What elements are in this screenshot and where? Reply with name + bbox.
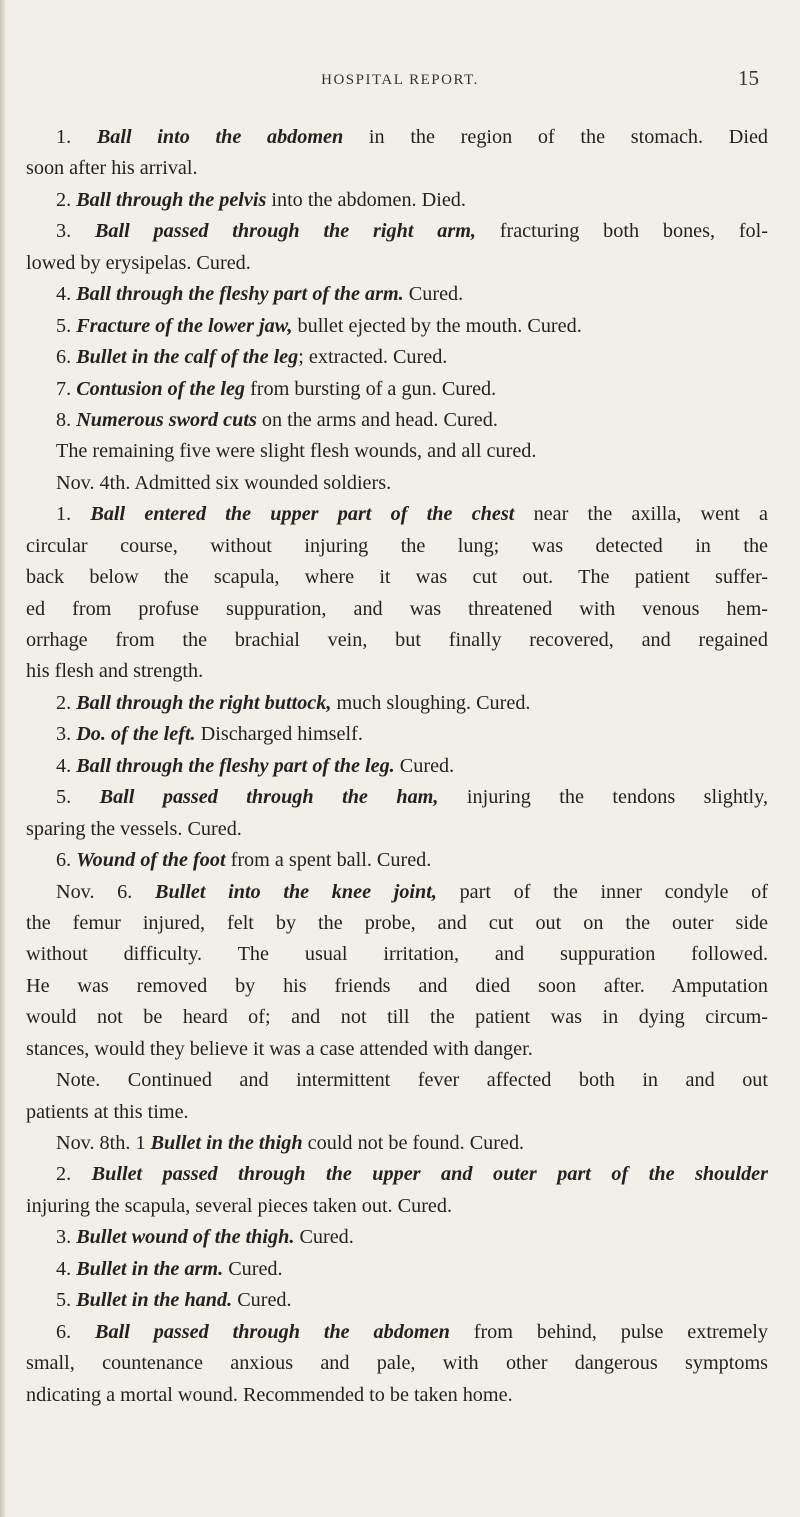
text-line xyxy=(26,1285,768,1316)
text-run: 4. xyxy=(56,1257,77,1280)
text-run: much sloughing. Cured. xyxy=(331,691,531,714)
text-run: ndicating a mortal wound. Recommended to be taken home. xyxy=(26,1383,513,1406)
text-line xyxy=(26,153,768,184)
case-heading: Bullet in the arm. xyxy=(76,1257,224,1280)
case-heading: Ball passed through the ham, xyxy=(99,786,439,809)
text-run: without difficulty. The usual irritation, and suppuration followed. xyxy=(26,943,768,966)
case-heading: Ball through the fleshy part of the leg. xyxy=(76,754,395,777)
text-line xyxy=(26,279,768,310)
text-run: Cured. xyxy=(294,1226,354,1249)
text-line xyxy=(26,782,768,813)
text-run: Nov. 8th. 1 xyxy=(56,1132,151,1154)
text-run: from bursting of a gun. Cured. xyxy=(245,377,497,400)
text-line xyxy=(26,1222,768,1253)
case-heading: Ball into the abdomen xyxy=(96,126,344,148)
text-run: 3. xyxy=(56,723,77,746)
text-run: 2. xyxy=(56,1163,92,1186)
text-line xyxy=(26,814,768,845)
text-run: circular course, without injuring the lung; was detected in the xyxy=(26,534,768,557)
case-heading: Bullet wound of the thigh. xyxy=(76,1226,295,1249)
text-run: near the axilla, went a xyxy=(514,503,768,526)
text-run: Discharged himself. xyxy=(195,723,363,746)
text-line xyxy=(26,436,768,467)
text-line xyxy=(26,1034,768,1065)
text-run: Cured. xyxy=(223,1257,283,1280)
text-run: 1. xyxy=(56,503,91,526)
text-run: injuring the tendons slightly, xyxy=(438,786,768,809)
case-heading: Wound of the foot xyxy=(76,849,226,872)
text-line xyxy=(26,374,768,405)
case-heading: Ball through the right buttock, xyxy=(76,691,332,714)
text-run: could not be found. Cured. xyxy=(302,1132,525,1154)
text-line xyxy=(26,1128,768,1159)
text-line xyxy=(26,185,768,216)
text-run: ed from profuse suppuration, and was threatened with venous hem- xyxy=(26,597,768,620)
page-edge-shadow xyxy=(0,0,6,1517)
text-line xyxy=(26,1002,768,1033)
text-line xyxy=(26,216,768,247)
text-run: fracturing both bones, fol- xyxy=(475,220,768,243)
case-heading: Bullet into the knee joint, xyxy=(154,880,437,903)
text-run: orrhage from the brachial vein, but finally recovered, and regained xyxy=(26,629,768,651)
text-run: Nov. 4th. Admitted six wounded soldiers. xyxy=(56,471,392,494)
text-line xyxy=(26,845,768,876)
text-line xyxy=(26,908,768,939)
text-run: Note. Continued and intermittent fever affected both in and out xyxy=(56,1069,768,1092)
text-run: 4. xyxy=(56,754,77,777)
text-line xyxy=(26,1348,768,1379)
text-run: Cured. xyxy=(403,283,464,306)
text-run: 1. xyxy=(56,126,97,148)
text-run: 6. xyxy=(56,849,77,872)
text-line xyxy=(26,656,768,687)
text-run: patients at this time. xyxy=(26,1100,189,1123)
report-body-text xyxy=(26,122,768,1411)
text-run: Cured. xyxy=(394,754,455,777)
text-run: 2. xyxy=(56,188,77,211)
text-line xyxy=(26,562,768,593)
text-line xyxy=(26,122,768,153)
text-run: small, countenance anxious and pale, with other dangerous symptoms xyxy=(26,1352,768,1375)
text-run: part of the inner condyle of xyxy=(436,880,768,903)
text-line xyxy=(26,1097,768,1128)
text-run: sparing the vessels. Cured. xyxy=(26,817,242,840)
text-run: bullet ejected by the mouth. Cured. xyxy=(292,314,582,337)
text-run: on the arms and head. Cured. xyxy=(256,408,498,431)
text-run: injuring the scapula, several pieces taken out. Cured. xyxy=(26,1194,453,1217)
text-run: 6. xyxy=(56,346,77,369)
text-run: 5. xyxy=(56,1289,77,1312)
text-run: 5. xyxy=(56,786,100,809)
text-line xyxy=(26,405,768,436)
text-line xyxy=(26,939,768,970)
text-line xyxy=(26,688,768,719)
text-line xyxy=(26,751,768,782)
case-heading: Ball passed through the abdomen xyxy=(95,1320,450,1343)
text-run: Nov. 6. xyxy=(56,880,155,903)
text-line xyxy=(26,531,768,562)
text-run: from a spent ball. Cured. xyxy=(225,849,432,872)
text-run: would not be heard of; and not till the patient was in dying circum- xyxy=(26,1006,768,1029)
text-line xyxy=(26,971,768,1002)
case-heading: Bullet in the calf of the leg xyxy=(76,346,299,369)
text-run: 3. xyxy=(56,1226,77,1249)
case-heading: Ball through the pelvis xyxy=(76,188,267,211)
text-line xyxy=(26,625,768,656)
text-line xyxy=(26,719,768,750)
running-head: HOSPITAL REPORT. xyxy=(321,72,479,88)
text-run: his flesh and strength. xyxy=(26,660,204,683)
text-run: in the region of the stomach. Died xyxy=(343,126,768,148)
text-run: 4. xyxy=(56,283,77,306)
text-run: into the abdomen. Died. xyxy=(266,188,466,211)
text-line xyxy=(26,311,768,342)
case-heading: Fracture of the lower jaw, xyxy=(76,314,293,337)
text-run: He was removed by his friends and died soon after. Amputation xyxy=(26,974,768,997)
text-run: The remaining five were slight flesh wounds, and all cured. xyxy=(56,440,537,463)
text-line xyxy=(26,1191,768,1222)
text-run: 5. xyxy=(56,314,77,337)
text-line xyxy=(26,499,768,530)
case-heading: Contusion of the leg xyxy=(76,377,246,400)
case-heading: Ball through the fleshy part of the arm. xyxy=(76,283,404,306)
case-heading: Ball entered the upper part of the chest xyxy=(90,503,515,526)
text-line xyxy=(26,248,768,279)
page-number: 15 xyxy=(738,66,759,90)
text-run: 2. xyxy=(56,691,77,714)
text-line xyxy=(26,1159,768,1190)
text-line xyxy=(26,1254,768,1285)
text-line xyxy=(26,877,768,908)
text-run: ; extracted. Cured. xyxy=(298,346,448,369)
case-heading: Do. of the left. xyxy=(76,723,196,746)
text-line xyxy=(26,1317,768,1348)
text-line xyxy=(26,468,768,499)
text-run: 7. xyxy=(56,377,77,400)
text-run: soon after his arrival. xyxy=(26,157,198,180)
text-line xyxy=(26,594,768,625)
case-heading: Bullet in the thigh xyxy=(150,1132,303,1154)
text-run: lowed by erysipelas. Cured. xyxy=(26,251,251,274)
case-heading: Numerous sword cuts xyxy=(76,408,257,431)
text-run: 3. xyxy=(56,220,95,243)
text-line xyxy=(26,1065,768,1096)
case-heading: Bullet passed through the upper and outer part of the shoulder xyxy=(91,1163,769,1186)
text-run: from behind, pulse extremely xyxy=(449,1320,768,1343)
case-heading: Bullet in the hand. xyxy=(76,1289,233,1312)
text-run: the femur injured, felt by the probe, and cut out on the outer side xyxy=(26,911,768,934)
text-run: 8. xyxy=(56,408,77,431)
text-run: back below the scapula, where it was cut out. The patient suffer- xyxy=(26,566,768,589)
text-run: Cured. xyxy=(232,1289,292,1312)
text-line xyxy=(26,1380,768,1411)
text-run: stances, would they believe it was a case attended with danger. xyxy=(26,1037,533,1060)
page-header xyxy=(0,66,800,96)
text-line xyxy=(26,342,768,373)
text-run: 6. xyxy=(56,1320,96,1343)
case-heading: Ball passed through the right arm, xyxy=(94,220,476,243)
